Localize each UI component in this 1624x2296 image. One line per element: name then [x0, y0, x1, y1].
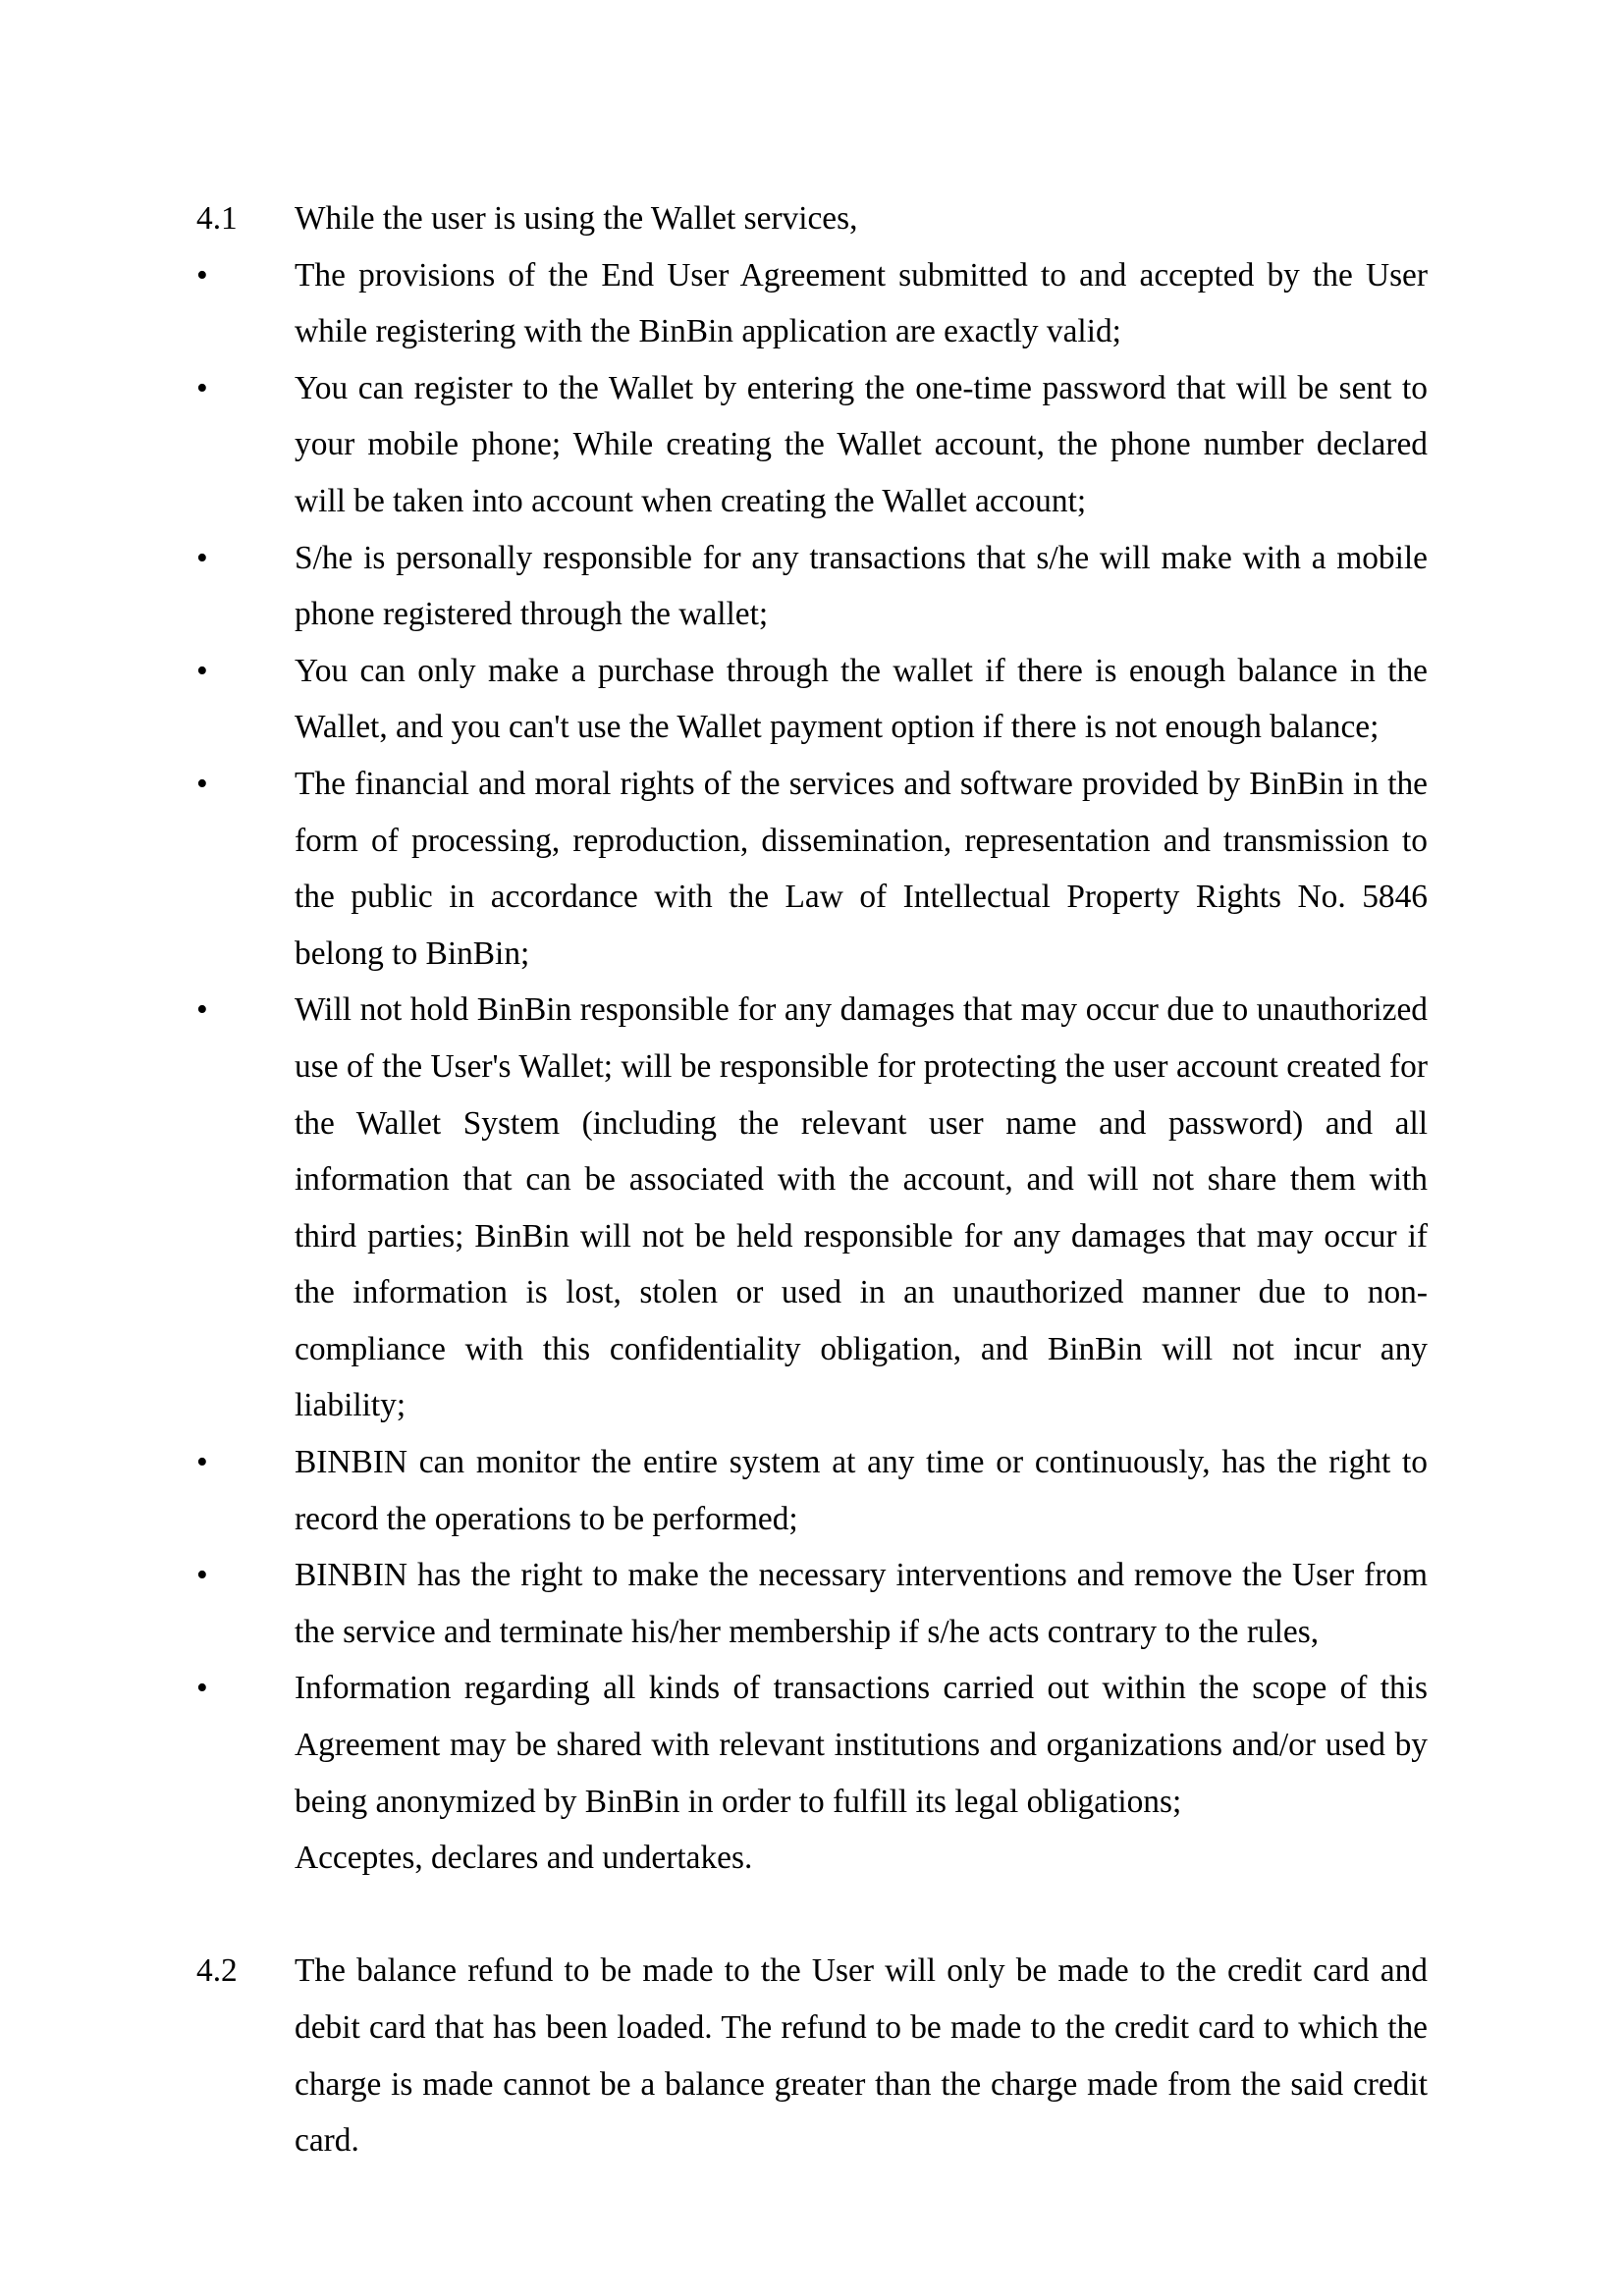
bullet-marker-icon: • — [196, 369, 208, 406]
bullet-marker-icon: • — [196, 256, 208, 294]
bullet-item — [196, 756, 1428, 982]
bullet-text: Will not hold BinBin responsible for any damages that may occur due to unauthorized use of the User's Wallet; will be responsible for protecting the user account created for the Wallet System (including the relevant user name and password) and all information that can be associated with the account, and will not share them with third parties; BinBin will not be held responsible for any damages that may occur if the information is lost, stolen or used in an unauthorized manner due to non-compliance with this confidentiality obligation, and BinBin will not incur any liability; — [295, 991, 1428, 1424]
section-4-1-closing-row — [196, 1830, 1428, 1887]
bullet-marker-icon: • — [196, 991, 208, 1029]
bullet-item — [196, 530, 1428, 643]
bullet-item — [196, 1660, 1428, 1830]
section-4-1-heading-row — [196, 190, 1428, 247]
bullet-text: You can register to the Wallet by entering the one-time password that will be sent to your mobile phone; While creating the Wallet account, the phone number declared will be taken into account when creating the Wallet account; — [295, 369, 1428, 519]
bullet-text: BINBIN has the right to make the necessary interventions and remove the User from the service and terminate his/her membership if s/he acts contrary to the rules, — [295, 1557, 1428, 1650]
bullet-item — [196, 1434, 1428, 1547]
bullet-text: BINBIN can monitor the entire system at any time or continuously, has the right to record the operations to be performed; — [295, 1444, 1428, 1537]
closing-line: Acceptes, declares and undertakes. — [295, 1840, 753, 1877]
bullet-marker-icon: • — [196, 1670, 208, 1707]
blank-line-spacer — [196, 1887, 1428, 1944]
bullet-text: Information regarding all kinds of transactions carried out within the scope of this Agreement may be shared with relevant institutions and organizations and/or used by being anonymized by BinBin in order to fulfill its legal obligations; — [295, 1670, 1428, 1820]
bullet-marker-icon: • — [196, 1444, 208, 1481]
bullet-text: The financial and moral rights of the services and software provided by BinBin in the form of processing, reproduction, dissemination, representation and transmission to the public in accordance with the Law of Intellectual Property Rights No. 5846 belong to BinBin; — [295, 765, 1428, 972]
page-content — [196, 190, 1428, 2169]
bullet-marker-icon: • — [196, 765, 208, 802]
bullet-item — [196, 1547, 1428, 1660]
bullet-item — [196, 247, 1428, 360]
section-number: 4.1 — [196, 200, 238, 237]
section-number: 4.2 — [196, 1952, 238, 1990]
section-paragraph: The balance refund to be made to the User will only be made to the credit card and debit card that has been loaded. The refund to be made to the credit card to which the charge is made cannot be a balance greater than the charge made from the said credit card. — [295, 1952, 1428, 2160]
bullet-text: S/he is personally responsible for any transactions that s/he will make with a mobile phone registered through the wallet; — [295, 539, 1428, 633]
bullet-marker-icon: • — [196, 652, 208, 689]
bullet-text: You can only make a purchase through the wallet if there is enough balance in the Wallet, and you can't use the Wallet payment option if there is not enough balance; — [295, 652, 1428, 746]
bullet-item — [196, 643, 1428, 756]
bullet-item — [196, 982, 1428, 1434]
section-4-2-row — [196, 1943, 1428, 2168]
bullet-marker-icon: • — [196, 539, 208, 576]
bullet-marker-icon: • — [196, 1557, 208, 1594]
section-heading: While the user is using the Wallet services, — [295, 200, 858, 237]
bullet-text: The provisions of the End User Agreement submitted to and accepted by the User while registering with the BinBin application are exactly valid; — [295, 256, 1428, 350]
bullet-item — [196, 360, 1428, 530]
